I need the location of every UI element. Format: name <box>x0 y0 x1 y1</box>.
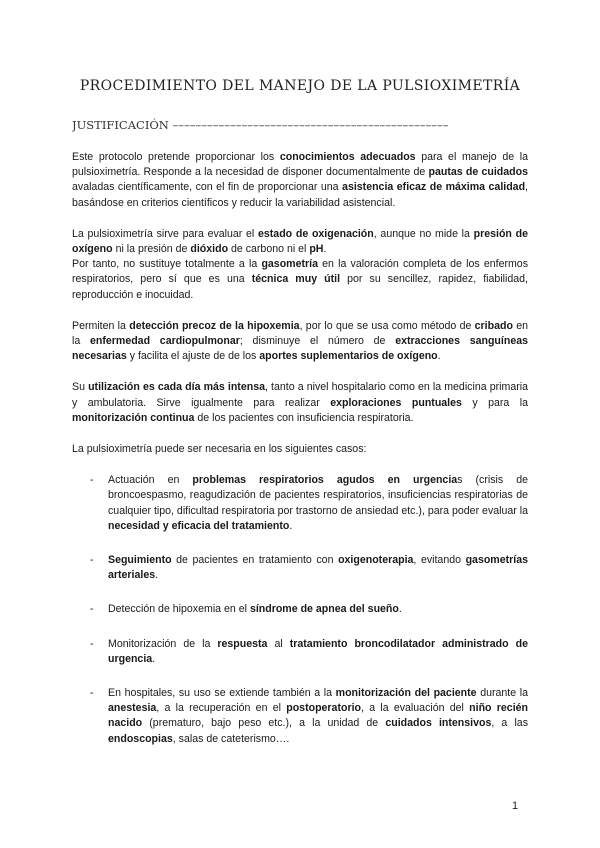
text-run: avaladas científicamente, con el fin de proporcionar una <box>72 181 343 194</box>
text-run: y para la <box>461 396 529 409</box>
bold-text: aportes suplementarios de oxígeno <box>259 350 438 363</box>
text-run: de carbono ni el <box>228 243 310 256</box>
list-bullet-dash: - <box>90 474 94 487</box>
text-run: . <box>155 569 159 582</box>
text-run: en la valoración completa de los enfermos respiratorios, pero sí que es una <box>72 258 528 286</box>
text-run: . <box>152 652 156 665</box>
bold-text: dióxido <box>190 243 229 256</box>
bold-text: gasometrías arteriales <box>108 554 528 582</box>
bold-text: niño recién nacido <box>108 702 529 730</box>
text-run: , tanto a nivel hospitalario como en la medicina primaria y ambulatoria. Sirve igualmente para realizar <box>72 381 528 409</box>
bold-text: asistencia eficaz de máxima calidad <box>342 181 526 194</box>
bold-text: cribado <box>474 319 513 332</box>
bold-text: enfermedad cardiopulmonar <box>90 335 240 348</box>
text-run: , evitando <box>413 554 466 567</box>
bold-text: detección precoz de la hipoxemia <box>129 319 300 332</box>
text-run: , a la recuperación en el <box>156 702 287 715</box>
list-bullet-dash: - <box>90 554 94 567</box>
text-run: Actuación en <box>108 474 193 487</box>
text-run: de los pacientes con insuficiencia respiratoria. <box>194 411 414 424</box>
text-run: Permiten la <box>72 319 130 332</box>
text-run: , a las <box>491 717 528 730</box>
text-run: La pulsioximetría puede ser necesaria en los siguientes casos: <box>72 443 367 456</box>
paragraph <box>72 227 528 257</box>
bold-text: síndrome de apnea del sueño <box>249 603 399 616</box>
text-run: por su sencillez, rapidez, fiabilidad, reproducción e inocuidad. <box>72 273 528 301</box>
bold-text: estado de oxigenación <box>258 227 374 240</box>
bold-text: exploraciones puntuales <box>330 396 462 409</box>
section-heading <box>72 118 532 132</box>
text-run: para el manejo de la pulsioximetría. Responde a la necesidad de disponer documentalmente de <box>72 151 528 179</box>
text-run: . <box>437 350 441 363</box>
bold-text: oxigenoterapia <box>338 554 414 567</box>
bold-text: pautas de cuidados <box>428 166 529 179</box>
bold-text: monitorización del paciente <box>335 687 477 700</box>
text-run: Detección de hipoxemia en el <box>108 603 250 616</box>
text-run: , basándose en criterios científicos y reducir la variabilidad asistencial. <box>72 181 528 209</box>
text-run: Este protocolo pretende proporcionar los <box>72 151 280 163</box>
document-title: PROCEDIMIENTO DEL MANEJO DE LA PULSIOXIMETRÍA <box>79 78 521 94</box>
list-bullet-dash: - <box>90 603 94 616</box>
list-bullet-dash: - <box>90 687 94 700</box>
bold-text: postoperatorio <box>286 702 361 715</box>
bold-text: tratamiento broncodilatador administrado de urgencia <box>108 637 528 665</box>
section-heading-label: JUSTIFICACIÓN <box>72 118 169 132</box>
text-run: (prematuro, bajo peso etc.), a la unidad de <box>142 717 386 730</box>
text-run: Por tanto, no sustituye totalmente a la <box>72 258 262 271</box>
bold-text: extracciones sanguíneas necesarias <box>72 335 528 363</box>
bold-text: conocimientos adecuados <box>279 151 416 163</box>
bold-text: anestesia <box>108 702 157 715</box>
bold-text: Seguimiento <box>108 554 172 567</box>
bold-text: respuesta <box>217 637 268 650</box>
paragraphs <box>72 150 528 457</box>
list-bullet-dash: - <box>90 637 94 650</box>
text-run: y facilita el ajuste de de los <box>126 350 260 363</box>
bold-text: presión de oxígeno <box>72 227 528 256</box>
text-run: , por lo que se usa como método de <box>299 319 475 332</box>
text-run: al <box>267 637 290 650</box>
text-run: La pulsioximetría sirve para evaluar el <box>72 227 258 240</box>
list-item <box>72 637 528 667</box>
text-run: , salas de cateterismo…. <box>172 732 290 745</box>
section-heading-rule: –––––––––––––––––––––––––––––––––––––––––––––––– <box>172 118 449 132</box>
text-run: , aunque no mide la <box>373 227 474 240</box>
bold-text: endoscopias <box>108 732 173 745</box>
bold-text: cuidados intensivos <box>385 717 492 730</box>
text-run: ; disminuye el número de <box>239 335 396 348</box>
text-run: Monitorización de la <box>108 637 218 650</box>
bold-text: monitorización continua <box>72 411 195 424</box>
text-run: . <box>323 243 327 256</box>
text-run: durante la <box>476 687 529 700</box>
list-item <box>72 602 528 617</box>
text-run: en la <box>72 319 528 348</box>
paragraph <box>72 442 528 457</box>
bold-text: pH <box>309 243 324 256</box>
text-run: de pacientes en tratamiento con <box>171 554 339 567</box>
paragraph <box>72 380 528 426</box>
list-item <box>72 553 528 583</box>
page-number: 1 <box>512 800 519 812</box>
text-run: . <box>398 603 402 616</box>
bold-text: técnica muy útil <box>251 273 341 286</box>
text-run: En hospitales, su uso se extiende también a la <box>108 687 336 700</box>
text-run: ni la presión de <box>112 243 191 256</box>
text-run: , a la evaluación del <box>360 702 470 715</box>
bold-text: utilización es cada día más intensa <box>88 381 265 394</box>
bold-text: necesidad y eficacia del tratamiento <box>108 519 290 532</box>
bold-text: problemas respiratorios agudos en urgencia <box>192 474 458 487</box>
paragraph <box>72 319 528 365</box>
list-item <box>72 686 528 747</box>
text-run: s (crisis de broncoespasmo, reagudización de pacientes respiratorios, insuficiencias respiratorias de cualquier tipo, dificultad respiratoria por trastorno de ansiedad etc.), para poder evaluar la <box>108 474 528 517</box>
bold-text: gasometría <box>261 258 318 271</box>
text-run: Su <box>72 381 89 394</box>
document-body <box>72 150 528 766</box>
text-run: . <box>289 519 293 532</box>
list-item <box>72 473 528 534</box>
cases-list <box>72 473 528 747</box>
paragraph <box>72 257 528 303</box>
paragraph <box>72 150 528 211</box>
